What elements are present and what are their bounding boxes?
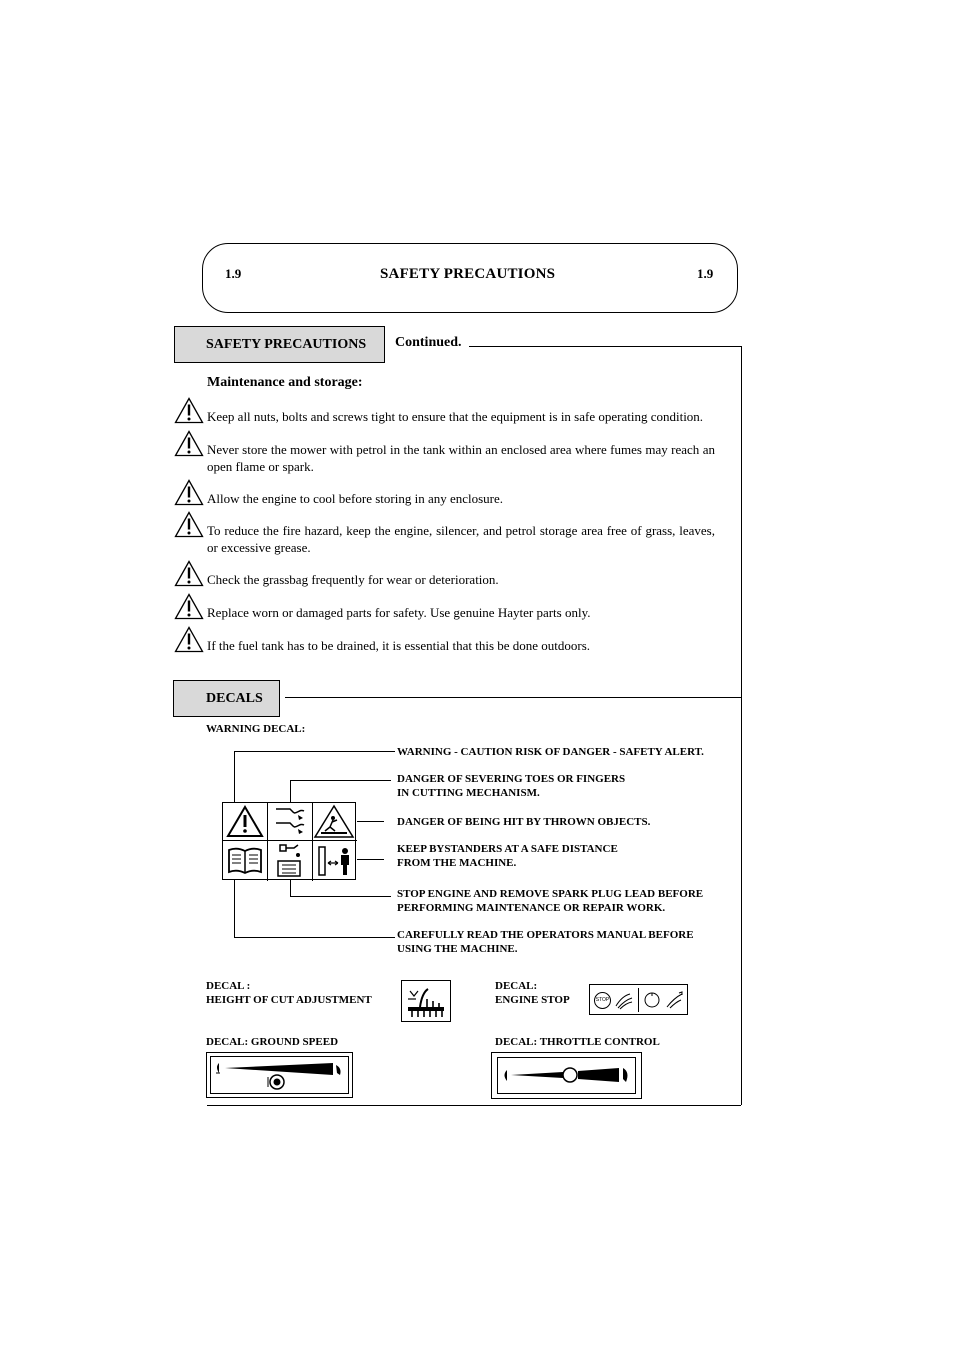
decal-cell xyxy=(313,803,357,841)
bystander-distance-icon xyxy=(313,841,356,880)
throttle-control-decal xyxy=(491,1052,642,1099)
decal-cell xyxy=(223,803,268,841)
frame-right-line xyxy=(741,346,742,1105)
ground-speed-inner xyxy=(210,1056,349,1094)
section-number-left: 1.9 xyxy=(225,266,242,281)
callout-spark-plug: STOP ENGINE AND REMOVE SPARK PLUG LEAD BEFORE PERFORMING MAINTENANCE OR REPAIR WORK. xyxy=(397,888,704,914)
engine-stop-label: DECAL: ENGINE STOP xyxy=(495,980,570,1006)
decal-cell xyxy=(313,841,357,881)
decal-cell xyxy=(268,841,313,881)
continued-label: Continued. xyxy=(395,335,462,350)
manual-book-icon xyxy=(223,841,267,880)
choke-icon xyxy=(665,990,685,1010)
thrown-objects-icon xyxy=(313,803,356,840)
decal-cell xyxy=(223,841,268,881)
decal-cell xyxy=(268,803,313,841)
ground-speed-decal xyxy=(206,1052,353,1098)
callout-bystanders: KEEP BYSTANDERS AT A SAFE DISTANCE FROM THE MACHINE. xyxy=(397,843,618,869)
section-tab-safety: SAFETY PRECAUTIONS xyxy=(174,326,385,363)
engine-icon xyxy=(643,991,661,1009)
safety-item: Never store the mower with petrol in the tank within an enclosed area where fumes may reach an open flame or spark. xyxy=(207,442,715,474)
callout-safety-alert: WARNING - CAUTION RISK OF DANGER - SAFETY ALERT. xyxy=(397,746,704,758)
leader-line xyxy=(290,780,391,803)
height-of-cut-icon xyxy=(402,981,450,1021)
safety-item: If the fuel tank has to be drained, it is essential that this be done outdoors. xyxy=(207,638,591,653)
callout-severing: DANGER OF SEVERING TOES OR FINGERS IN CUTTING MECHANISM. xyxy=(397,773,626,799)
spark-plug-maintenance-icon xyxy=(268,841,312,880)
leader-line xyxy=(234,880,395,938)
severing-fingers-icon xyxy=(268,803,312,840)
warning-triangle-icon xyxy=(174,626,204,653)
height-of-cut-decal xyxy=(401,980,451,1022)
safety-item: To reduce the fire hazard, keep the engine, silencer, and petrol storage area free of grass, leaves, or excessive grease. xyxy=(207,523,715,555)
callout-thrown-objects: DANGER OF BEING HIT BY THROWN OBJECTS. xyxy=(397,816,651,828)
divider-line xyxy=(469,346,741,347)
section-number-right: 1.9 xyxy=(697,266,714,281)
safety-item: Keep all nuts, bolts and screws tight to ensure that the equipment is in safe operating condition. xyxy=(207,409,704,424)
warning-decal-panel xyxy=(222,802,356,880)
engine-stop-decal xyxy=(589,984,688,1015)
warning-decal-label: WARNING DECAL: xyxy=(206,723,306,735)
decal-divider xyxy=(638,988,639,1012)
height-of-cut-label: DECAL : HEIGHT OF CUT ADJUSTMENT xyxy=(206,980,372,1006)
stop-icon: STOP xyxy=(594,992,611,1009)
frame-bottom-line xyxy=(207,1105,741,1106)
leader-line xyxy=(357,821,384,822)
divider-line xyxy=(285,697,741,698)
section-tab-decals: DECALS xyxy=(173,680,280,717)
rabbit-fast-icon xyxy=(614,990,634,1010)
warning-triangle-icon xyxy=(174,511,204,538)
warning-triangle-icon xyxy=(174,560,204,587)
warning-triangle-icon xyxy=(174,430,204,457)
ground-speed-icon xyxy=(211,1057,348,1093)
warning-triangle-icon xyxy=(174,479,204,506)
alert-triangle-icon xyxy=(223,803,267,840)
safety-item: Replace worn or damaged parts for safety. Use genuine Hayter parts only. xyxy=(207,605,591,620)
throttle-control-icon xyxy=(498,1058,635,1093)
page-title: SAFETY PRECAUTIONS xyxy=(380,266,556,282)
throttle-control-label: DECAL: THROTTLE CONTROL xyxy=(495,1036,660,1048)
callout-manual: CAREFULLY READ THE OPERATORS MANUAL BEFORE USING THE MACHINE. xyxy=(397,929,694,955)
leader-line xyxy=(357,859,384,860)
warning-triangle-icon xyxy=(174,397,204,424)
safety-item: Check the grassbag frequently for wear or deterioration. xyxy=(207,572,499,587)
ground-speed-label: DECAL: GROUND SPEED xyxy=(206,1036,339,1048)
maintenance-heading: Maintenance and storage: xyxy=(207,375,363,390)
warning-triangle-icon xyxy=(174,593,204,620)
safety-item: Allow the engine to cool before storing in any enclosure. xyxy=(207,491,504,506)
throttle-control-inner xyxy=(497,1057,636,1094)
